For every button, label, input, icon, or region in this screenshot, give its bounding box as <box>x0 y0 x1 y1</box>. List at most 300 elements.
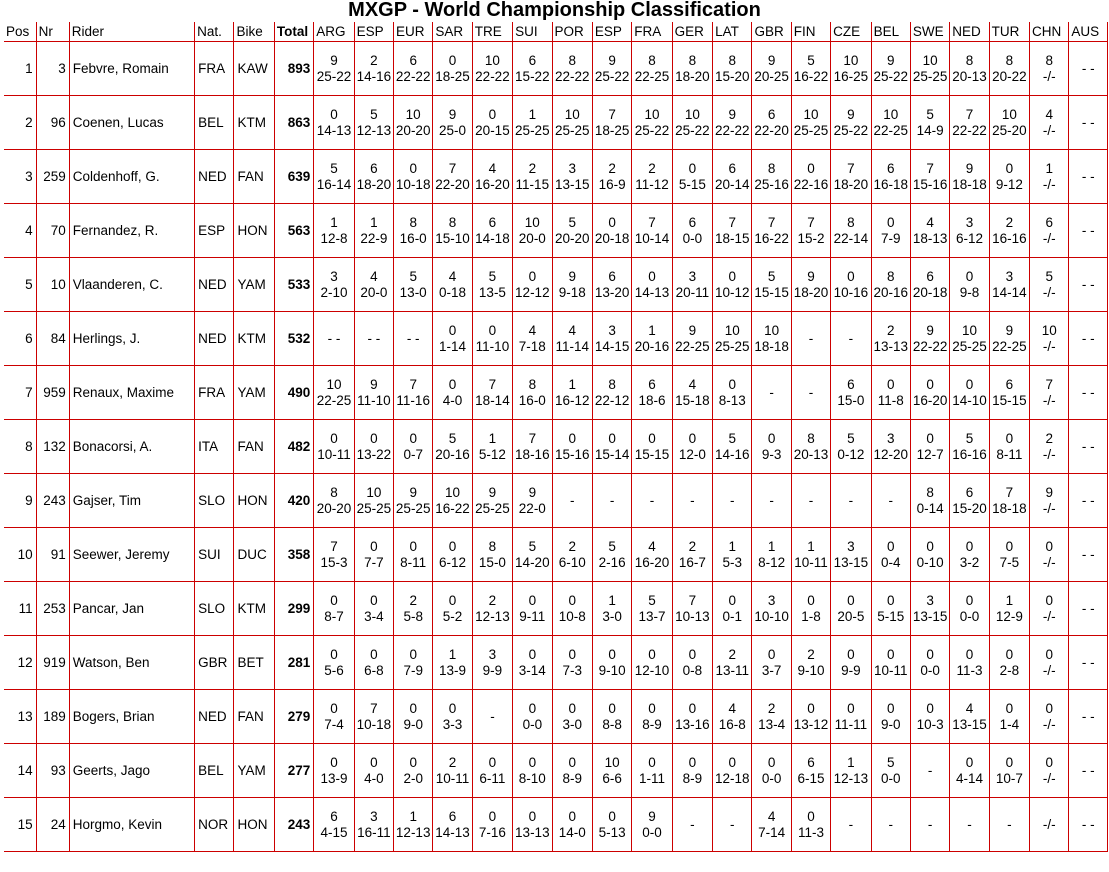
cell-round-result <box>831 312 871 366</box>
cell-round-result <box>632 96 672 150</box>
cell-round-result <box>354 798 393 852</box>
table-row <box>4 690 1108 744</box>
cell-round-result <box>592 204 631 258</box>
race-points: 13-12 <box>793 716 829 732</box>
race-points: 13-16 <box>675 716 710 732</box>
cell-rider: Pancar, Jan <box>69 582 194 636</box>
round-points: 0 <box>568 808 576 824</box>
round-points: 10 <box>961 322 977 338</box>
cell-round-result <box>394 204 433 258</box>
race-points: 11-10 <box>357 392 391 408</box>
race-points: 25-25 <box>395 500 431 516</box>
cell-pos: 12 <box>4 636 36 690</box>
round-points: 9 <box>965 160 974 176</box>
race-points: 11-3 <box>956 662 983 678</box>
round-points: 0 <box>926 376 934 392</box>
cell-round-result <box>354 96 393 150</box>
round-points: 2 <box>448 754 457 770</box>
round-points: 7 <box>1005 484 1014 500</box>
race-points: 11-12 <box>635 176 669 192</box>
cell-round-result <box>752 312 791 366</box>
round-points: 7 <box>608 106 616 122</box>
cell-round-result <box>871 528 910 582</box>
cell-round-result <box>513 582 552 636</box>
race-points: 0-0 <box>642 824 662 840</box>
race-points: 2-10 <box>320 284 348 300</box>
cell-round-result <box>713 312 752 366</box>
cell-bike: FAN <box>234 150 274 204</box>
race-points: 15-15 <box>634 446 670 462</box>
race-points: 22-22 <box>554 68 590 84</box>
race-points: 0-14 <box>916 500 944 516</box>
race-points: 25-22 <box>316 68 352 84</box>
round-points: 5 <box>488 268 497 284</box>
race-points: 12-10 <box>634 662 670 678</box>
round-points: 6 <box>608 268 616 284</box>
race-points: 9-10 <box>797 662 825 678</box>
race-points: 10-11 <box>435 770 470 786</box>
cell-round-result <box>513 366 552 420</box>
cell-round-result <box>433 528 472 582</box>
round-points: 7 <box>965 106 974 122</box>
race-points: 11-8 <box>877 392 904 408</box>
round-points: 5 <box>847 430 855 446</box>
cell-round-result <box>394 150 433 204</box>
round-points: - - <box>327 330 341 346</box>
race-points: 0-0 <box>522 716 543 732</box>
cell-round-result <box>713 474 752 528</box>
round-points: 5 <box>528 538 537 554</box>
header-round: TRE <box>472 22 512 42</box>
cell-round-result <box>831 150 871 204</box>
round-points: 6 <box>1005 376 1014 392</box>
race-points: 20-0 <box>518 230 546 246</box>
cell-round-result <box>354 528 393 582</box>
cell-round-result <box>1069 366 1108 420</box>
race-points: 18-13 <box>912 230 948 246</box>
cell-round-result <box>713 366 752 420</box>
table-row <box>4 204 1108 258</box>
round-points: - <box>690 492 695 508</box>
round-points: 10 <box>564 106 580 122</box>
race-points: -/- <box>1042 122 1056 138</box>
round-points: 0 <box>728 268 737 284</box>
race-points: 5-3 <box>722 554 743 570</box>
cell-pos: 1 <box>4 42 36 96</box>
race-points: 20-15 <box>475 122 510 138</box>
round-points: 0 <box>528 592 537 608</box>
round-points: 0 <box>807 592 815 608</box>
race-points: 15-3 <box>320 554 348 570</box>
cell-round-result <box>871 150 910 204</box>
cell-round-result <box>752 636 791 690</box>
cell-round-result <box>989 528 1029 582</box>
race-points: 13-15 <box>952 716 987 732</box>
cell-nr: 243 <box>36 474 69 528</box>
cell-round-result <box>314 528 354 582</box>
cell-bike: BET <box>234 636 274 690</box>
cell-round-result <box>950 474 989 528</box>
cell-round-result <box>989 690 1029 744</box>
round-points: 5 <box>728 430 737 446</box>
cell-round-result <box>1030 744 1069 798</box>
page-title: MXGP - World Championship Classification <box>348 0 761 21</box>
race-points: 10-12 <box>714 284 750 300</box>
race-points: 20-18 <box>594 230 630 246</box>
race-points: 20-20 <box>395 122 431 138</box>
round-points: 6 <box>807 754 815 770</box>
cell-round-result <box>1069 96 1108 150</box>
round-points: 6 <box>488 214 497 230</box>
cell-round-result <box>989 636 1029 690</box>
cell-round-result <box>552 312 592 366</box>
race-points: 4-0 <box>442 392 463 408</box>
cell-round-result <box>1069 150 1108 204</box>
table-row <box>4 312 1108 366</box>
cell-nr: 132 <box>36 420 69 474</box>
cell-round-result <box>314 204 354 258</box>
cell-round-result <box>354 690 393 744</box>
round-points: 0 <box>648 700 656 716</box>
round-points: 5 <box>965 430 974 446</box>
round-points: 0 <box>926 700 934 716</box>
cell-nat: SLO <box>195 474 234 528</box>
cell-round-result <box>752 798 791 852</box>
race-points: 13-5 <box>478 284 506 300</box>
round-points: 0 <box>409 538 417 554</box>
round-points: 7 <box>330 538 338 554</box>
cell-round-result <box>713 420 752 474</box>
cell-round-result <box>752 150 791 204</box>
cell-round-result <box>354 582 393 636</box>
round-points: 1 <box>767 538 776 554</box>
cell-bike: KTM <box>234 312 274 366</box>
round-points: 0 <box>1045 754 1053 770</box>
round-points: 0 <box>807 700 815 716</box>
cell-total: 243 <box>274 798 313 852</box>
round-points: 6 <box>528 52 537 68</box>
cell-round-result <box>1030 474 1069 528</box>
cell-bike: KTM <box>234 582 274 636</box>
race-points: 12-8 <box>320 230 348 246</box>
cell-round-result <box>831 42 871 96</box>
round-points: 3 <box>926 592 934 608</box>
round-points: 0 <box>528 646 537 662</box>
cell-round-result <box>1069 744 1108 798</box>
cell-round-result <box>472 312 512 366</box>
round-points: - - <box>1081 60 1095 76</box>
race-points: 15-22 <box>515 68 550 84</box>
race-points: 12-13 <box>475 608 510 624</box>
round-points: 4 <box>568 322 576 338</box>
cell-nr: 919 <box>36 636 69 690</box>
round-points: 5 <box>448 430 457 446</box>
cell-round-result <box>910 150 949 204</box>
round-points: 5 <box>807 52 815 68</box>
race-points: 20-0 <box>360 284 388 300</box>
race-points: 8-9 <box>562 770 582 786</box>
cell-round-result <box>394 312 433 366</box>
cell-round-result <box>314 474 354 528</box>
cell-round-result <box>871 258 910 312</box>
cell-round-result <box>791 150 830 204</box>
round-points: 0 <box>330 754 338 770</box>
cell-pos: 5 <box>4 258 36 312</box>
round-points: 4 <box>370 268 378 284</box>
race-points: 7-14 <box>758 824 786 840</box>
round-points: 0 <box>965 646 974 662</box>
cell-round-result <box>1030 798 1069 852</box>
race-points: 16-20 <box>475 176 510 192</box>
cell-pos: 13 <box>4 690 36 744</box>
race-points: 7-16 <box>478 824 506 840</box>
cell-rider: Coenen, Lucas <box>69 96 194 150</box>
round-points: - <box>848 330 854 346</box>
race-points: 10-10 <box>754 608 789 624</box>
cell-total: 863 <box>274 96 313 150</box>
header-nat: Nat. <box>195 22 234 42</box>
cell-round-result <box>713 258 752 312</box>
race-points: 7-3 <box>562 662 582 678</box>
round-points: 7 <box>528 430 537 446</box>
cell-round-result <box>831 744 871 798</box>
race-points: 22-12 <box>594 392 630 408</box>
round-points: - <box>769 492 774 508</box>
round-points: 0 <box>1005 538 1014 554</box>
round-points: 1 <box>648 322 656 338</box>
round-points: 3 <box>767 592 776 608</box>
cell-round-result <box>831 528 871 582</box>
race-points: 7-9 <box>403 662 423 678</box>
round-points: 0 <box>448 52 457 68</box>
header-round: FIN <box>791 22 830 42</box>
round-points: 5 <box>608 538 616 554</box>
race-points: 7-7 <box>364 554 384 570</box>
race-points: 4-0 <box>364 770 384 786</box>
round-points: 2 <box>886 322 895 338</box>
cell-round-result <box>791 366 830 420</box>
cell-round-result <box>632 474 672 528</box>
round-points: 0 <box>330 430 338 446</box>
round-points: 4 <box>688 376 697 392</box>
round-points: - <box>808 330 814 346</box>
cell-round-result <box>592 744 631 798</box>
race-points: 25-22 <box>634 122 670 138</box>
cell-round-result <box>433 690 472 744</box>
race-points: 16-22 <box>793 68 829 84</box>
round-points: 0 <box>728 592 737 608</box>
header-round: EUR <box>394 22 433 42</box>
cell-round-result <box>713 636 752 690</box>
race-points: 16-22 <box>435 500 470 516</box>
cell-round-result <box>552 42 592 96</box>
round-points: 8 <box>608 376 616 392</box>
cell-round-result <box>950 690 989 744</box>
round-points: 2 <box>568 538 576 554</box>
header-total: Total <box>274 22 313 42</box>
round-points: 0 <box>847 268 855 284</box>
race-points: 10-18 <box>356 716 392 732</box>
cell-round-result <box>433 96 472 150</box>
race-points: 18-16 <box>515 446 550 462</box>
round-points: - - <box>1081 762 1095 778</box>
cell-nat: NOR <box>195 798 234 852</box>
table-row <box>4 582 1108 636</box>
race-points: 18-25 <box>435 68 470 84</box>
cell-total: 893 <box>274 42 313 96</box>
race-points: 22-20 <box>435 176 470 192</box>
race-points: 20-18 <box>912 284 948 300</box>
round-points: - - <box>1081 708 1095 724</box>
cell-round-result <box>433 312 472 366</box>
cell-round-result <box>672 690 712 744</box>
race-points: 5-15 <box>678 176 706 192</box>
race-points: 11-15 <box>515 176 550 192</box>
cell-round-result <box>950 42 989 96</box>
race-points: 3-2 <box>959 554 980 570</box>
race-points: 16-11 <box>357 824 391 840</box>
cell-nr: 3 <box>36 42 69 96</box>
cell-nat: ITA <box>195 420 234 474</box>
round-points: 0 <box>688 430 697 446</box>
cell-round-result <box>472 636 512 690</box>
cell-round-result <box>1030 150 1069 204</box>
round-points: 2 <box>409 592 417 608</box>
cell-round-result <box>672 420 712 474</box>
header-round: SWE <box>910 22 949 42</box>
race-points: 5-13 <box>598 824 626 840</box>
race-points: 6-15 <box>797 770 825 786</box>
race-points: 14-20 <box>515 554 550 570</box>
race-points: 25-25 <box>515 122 550 138</box>
round-points: 0 <box>688 700 697 716</box>
race-points: 13-20 <box>594 284 630 300</box>
round-points: - - <box>406 330 420 346</box>
header-round: NED <box>950 22 989 42</box>
round-points: 2 <box>528 160 537 176</box>
race-points: 20-16 <box>435 446 470 462</box>
cell-round-result <box>950 744 989 798</box>
race-points: 9-3 <box>761 446 782 462</box>
round-points: 6 <box>448 808 457 824</box>
round-points: 2 <box>1045 430 1053 446</box>
round-points: 0 <box>1005 754 1014 770</box>
table-row <box>4 366 1108 420</box>
round-points: 2 <box>767 700 776 716</box>
race-points: 7-4 <box>324 716 344 732</box>
cell-round-result <box>513 150 552 204</box>
cell-round-result <box>513 204 552 258</box>
cell-round-result <box>472 690 512 744</box>
race-points: 22-25 <box>992 338 1027 354</box>
cell-round-result <box>314 582 354 636</box>
round-points: 9 <box>926 322 934 338</box>
cell-round-result <box>752 96 791 150</box>
round-points: 8 <box>488 538 497 554</box>
cell-round-result <box>1069 528 1108 582</box>
round-points: 6 <box>1045 214 1053 230</box>
race-points: 16-8 <box>718 716 746 732</box>
cell-round-result <box>910 528 949 582</box>
race-points: 0-0 <box>959 608 980 624</box>
cell-pos: 15 <box>4 798 36 852</box>
cell-round-result <box>672 96 712 150</box>
race-points: 11-16 <box>396 392 430 408</box>
cell-rider: Vlaanderen, C. <box>69 258 194 312</box>
cell-round-result <box>592 258 631 312</box>
round-points: 2 <box>1005 214 1014 230</box>
race-points: 10-11 <box>317 446 351 462</box>
round-points: - - <box>1081 438 1095 454</box>
round-points: 1 <box>1005 592 1014 608</box>
cell-round-result <box>433 42 472 96</box>
cell-round-result <box>791 312 830 366</box>
race-points: -/- <box>1042 716 1056 732</box>
race-points: 22-0 <box>518 500 546 516</box>
round-points: 5 <box>926 106 934 122</box>
race-points: 18-20 <box>356 176 392 192</box>
cell-pos: 2 <box>4 96 36 150</box>
cell-round-result <box>752 744 791 798</box>
header-round: CHN <box>1030 22 1069 42</box>
cell-pos: 6 <box>4 312 36 366</box>
cell-round-result <box>314 96 354 150</box>
race-points: 15-20 <box>952 500 987 516</box>
round-points: 0 <box>409 160 417 176</box>
classification-table <box>4 22 1108 852</box>
round-points: 0 <box>568 700 576 716</box>
round-points: 7 <box>1045 376 1053 392</box>
round-points: 0 <box>568 592 576 608</box>
cell-round-result <box>713 204 752 258</box>
race-points: 25-22 <box>873 68 908 84</box>
round-points: 0 <box>448 538 457 554</box>
round-points: 9 <box>1005 322 1014 338</box>
cell-round-result <box>592 528 631 582</box>
race-points: 16-16 <box>992 230 1027 246</box>
round-points: 8 <box>1045 52 1053 68</box>
race-points: 13-11 <box>715 662 750 678</box>
cell-round-result <box>910 258 949 312</box>
round-points: 6 <box>926 268 934 284</box>
cell-round-result <box>1030 366 1069 420</box>
round-points: 1 <box>847 754 855 770</box>
race-points: 3-4 <box>364 608 384 624</box>
race-points: 8-11 <box>400 554 427 570</box>
round-points: 9 <box>488 484 497 500</box>
race-points: 9-11 <box>519 608 546 624</box>
cell-round-result <box>791 204 830 258</box>
round-points: 4 <box>648 538 656 554</box>
race-points: 18-14 <box>475 392 510 408</box>
cell-round-result <box>989 744 1029 798</box>
race-points: 3-0 <box>602 608 622 624</box>
race-points: 0-18 <box>439 284 467 300</box>
race-points: 6-11 <box>479 770 506 786</box>
cell-round-result <box>672 312 712 366</box>
round-points: 10 <box>326 376 342 392</box>
cell-round-result <box>394 366 433 420</box>
cell-round-result <box>713 96 752 150</box>
cell-round-result <box>791 744 830 798</box>
cell-round-result <box>433 204 472 258</box>
cell-round-result <box>513 798 552 852</box>
cell-round-result <box>672 636 712 690</box>
round-points: 4 <box>728 700 737 716</box>
cell-round-result <box>354 420 393 474</box>
cell-pos: 9 <box>4 474 36 528</box>
cell-round-result <box>1030 96 1069 150</box>
